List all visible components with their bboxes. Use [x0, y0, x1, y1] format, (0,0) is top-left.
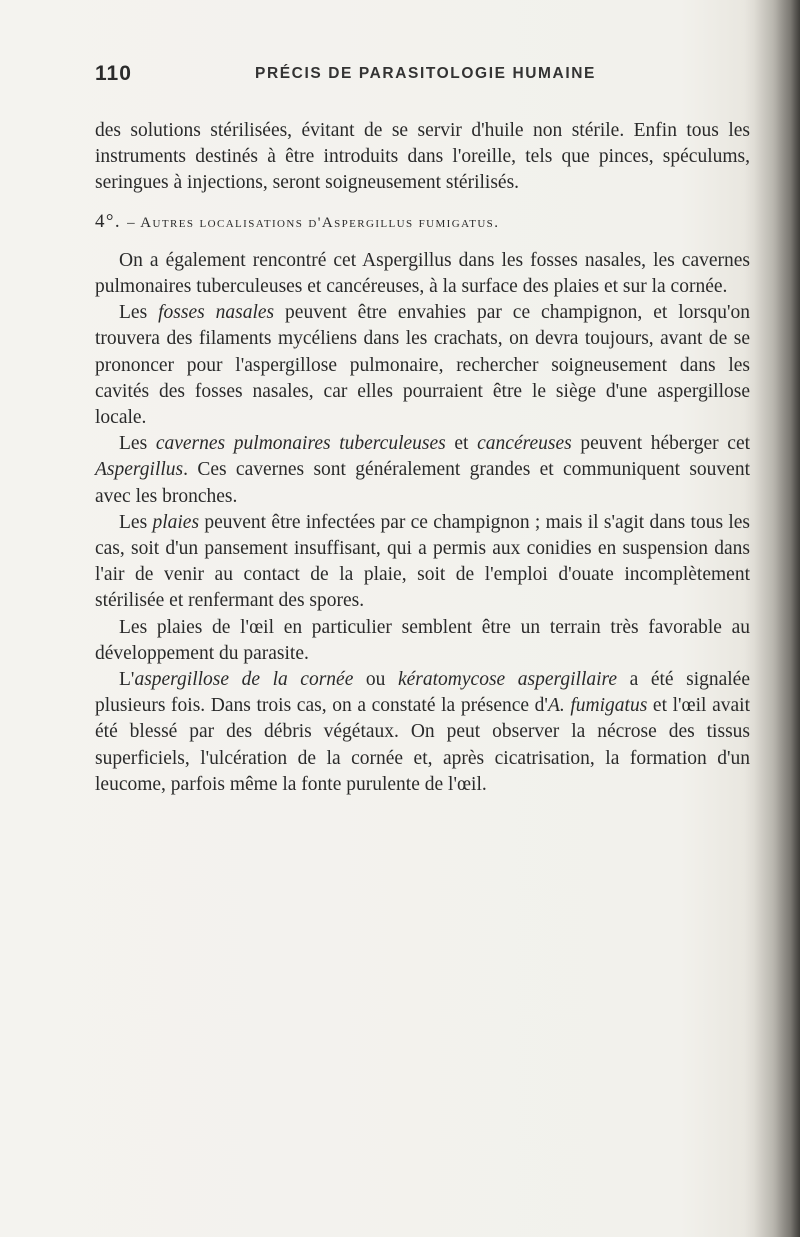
italic-term: A. fumigatus	[547, 695, 648, 717]
italic-term: cavernes pulmonaires tuberculeuses	[155, 433, 446, 455]
section-number: 4°.	[95, 210, 122, 232]
paragraph-cavernes	[95, 431, 750, 510]
paragraph-localisations: On a également rencontré cet Aspergillus dans les fosses nasales, les cavernes pulmonaires tuberculeuses et cancéreuses, à la surface des plaies et sur la cornée.	[95, 249, 750, 298]
italic-term: kératomycose aspergillaire	[397, 669, 618, 691]
text-run: peuvent être infectées par ce champignon ; mais il s'agit dans tous les cas, soit d'un pansement insuffisant, qui a permis aux conidies en suspension dans l'air de venir au contact de la plaie, soit de l'emploi d'ouate incomplètement stérilisée et renfermant des spores.	[95, 511, 750, 612]
text-run: Les	[119, 433, 156, 455]
text-run: peuvent être envahies par ce champignon, et lorsqu'on trouvera des filaments mycéliens dans les crachats, on devra toujours, avant de se prononcer pour l'aspergillose pulmonaire, rechercher soigneusement dans les cavités des fosses nasales, car elles pourraient être le siège d'une aspergillose locale.	[95, 302, 750, 429]
paragraph-cornee	[95, 667, 750, 798]
text-run: peuvent héberger cet	[571, 433, 751, 455]
text-run: . Ces cavernes sont généralement grandes et communiquent souvent avec les bronches.	[95, 459, 750, 507]
paragraph-plaies	[95, 510, 750, 615]
text-run: a été signalée plusieurs fois. Dans trois cas, on a constaté la présence d'	[95, 669, 750, 717]
paragraph-plaies-oeil: Les plaies de l'œil en particulier semblent être un terrain très favorable au développement du parasite.	[95, 616, 750, 664]
text-run: et l'œil avait été blessé par des débris végétaux. On peut observer la nécrose des tissus superficiels, l'ulcération de la cornée et, après cicatrisation, la formation d'un leucome, parfois même la fonte purulente de l'œil.	[95, 695, 750, 795]
italic-term: fosses nasales	[158, 302, 275, 324]
section-heading	[95, 209, 750, 236]
italic-term: aspergillose de la cornée	[134, 669, 354, 691]
text-run: Les	[119, 302, 159, 324]
text-run: ou	[353, 669, 398, 691]
page-number: 110	[95, 62, 132, 85]
page-edge-shadow	[754, 0, 800, 1237]
paragraph-fosses-nasales	[95, 300, 750, 431]
text-run: L'	[119, 669, 135, 691]
text-run: Les	[119, 511, 153, 533]
section-title: – Autres localisations d'Aspergillus fumigatus.	[127, 214, 500, 231]
italic-term: cancéreuses	[477, 433, 572, 455]
body-text	[95, 118, 750, 798]
text-run: et	[445, 433, 478, 455]
italic-term: plaies	[152, 511, 200, 533]
italic-term: Aspergillus	[95, 459, 184, 481]
running-head	[95, 62, 755, 92]
paragraph-continuation: des solutions stérilisées, évitant de se servir d'huile non stérile. Enfin tous les instruments destinés à être introduits dans l'oreille, tels que pinces, spéculums, seringues à injections, seront soigneusement stérilisés.	[95, 120, 750, 194]
running-title: PRÉCIS DE PARASITOLOGIE HUMAINE	[255, 65, 596, 82]
